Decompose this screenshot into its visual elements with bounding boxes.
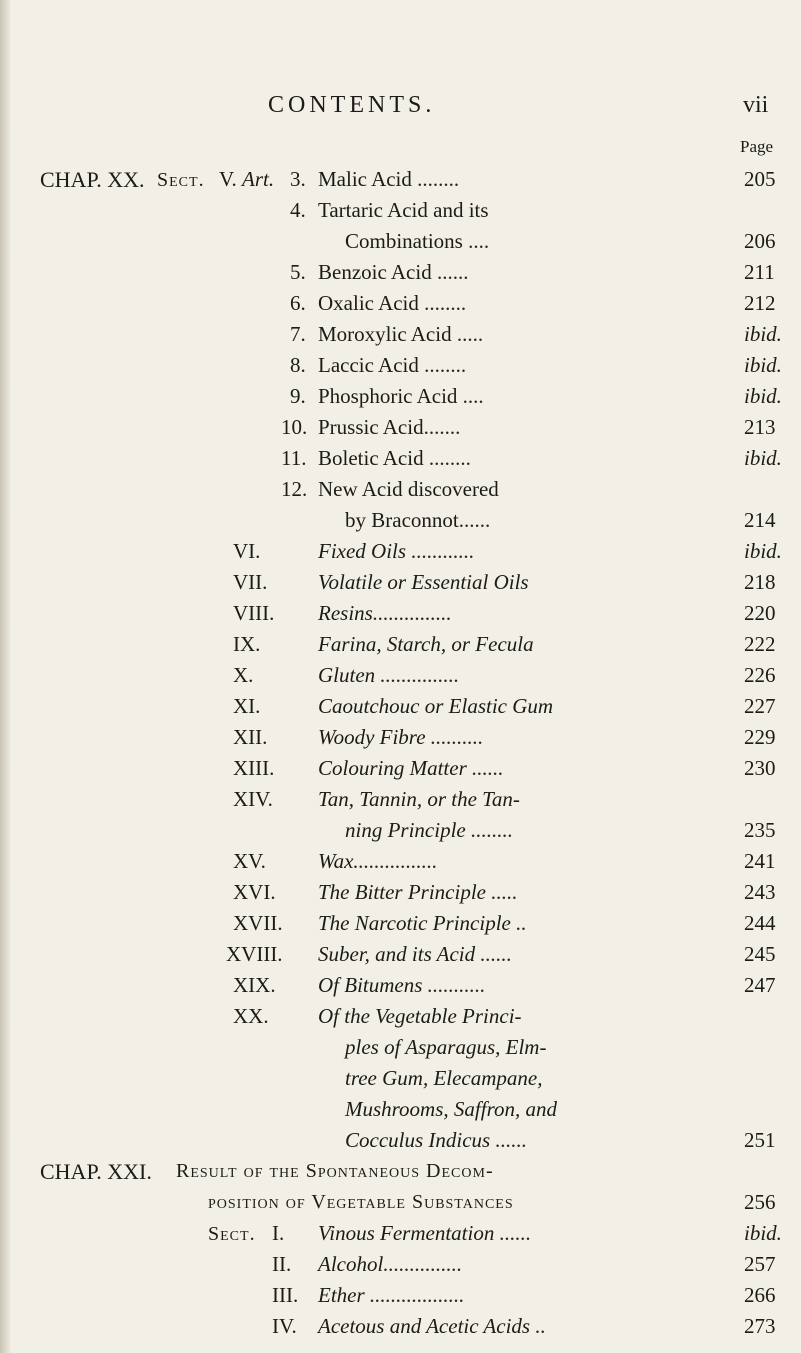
- toc-entry-page: 212: [744, 291, 776, 315]
- toc-section-page: 230: [744, 756, 776, 780]
- toc-section-title: Colouring Matter ......: [318, 756, 504, 780]
- toc-section-page: 247: [744, 973, 776, 997]
- toc-section-title: Caoutchouc or Elastic Gum: [318, 694, 554, 718]
- toc-section-number: XI.: [233, 694, 261, 718]
- chapter-xxi-page: 256: [744, 1190, 776, 1214]
- art-label: Art.: [242, 167, 275, 191]
- toc-section-title: Ether ..................: [318, 1283, 465, 1307]
- toc-section-number: XIV.: [233, 787, 273, 811]
- toc-entry-page: ibid.: [744, 384, 782, 408]
- sect-label: Sect.: [208, 1223, 256, 1245]
- toc-entry-title: New Acid discovered: [318, 477, 499, 501]
- toc-entry-number: 3.: [290, 167, 306, 191]
- toc-section-number: XVIII.: [226, 942, 283, 966]
- sect-label: Sect.: [157, 169, 205, 191]
- toc-entry-title-cont: by Braconnot......: [345, 508, 491, 532]
- toc-entry-page: ibid.: [744, 446, 782, 470]
- toc-section-number: XII.: [233, 725, 268, 749]
- toc-entry-title: Malic Acid ........: [318, 167, 460, 191]
- toc-section-title: Tan, Tannin, or the Tan-: [318, 787, 520, 811]
- toc-entry-number: 4.: [290, 198, 306, 222]
- toc-section-number: IV.: [272, 1314, 297, 1338]
- page-gutter-shadow: [0, 0, 10, 1353]
- toc-entry-number: 6.: [290, 291, 306, 315]
- toc-section-number: XVI.: [233, 880, 276, 904]
- toc-section-title-cont: ples of Asparagus, Elm-: [345, 1035, 547, 1059]
- toc-section-title: Of Bitumens ...........: [318, 973, 486, 997]
- toc-section-page: 257: [744, 1252, 776, 1276]
- toc-entry-title: Benzoic Acid ......: [318, 260, 469, 284]
- chapter-xx-label: CHAP. XX.: [40, 167, 145, 192]
- toc-section-title: The Bitter Principle .....: [318, 880, 518, 904]
- toc-section-title: Woody Fibre ..........: [318, 725, 484, 749]
- toc-section-page: ibid.: [744, 1221, 782, 1245]
- toc-section-title-cont: Mushrooms, Saffron, and: [345, 1097, 557, 1121]
- toc-entry-page: 214: [744, 508, 776, 532]
- toc-section-title-cont: Cocculus Indicus ......: [345, 1128, 527, 1152]
- toc-section-page: 235: [744, 818, 776, 842]
- toc-section-title: Of the Vegetable Princi-: [318, 1004, 522, 1028]
- toc-section-title: Acetous and Acetic Acids ..: [318, 1314, 546, 1338]
- toc-section-title: Gluten ...............: [318, 663, 460, 687]
- toc-entry-number: 10.: [281, 415, 308, 439]
- toc-entry-title: Moroxylic Acid .....: [318, 322, 484, 346]
- toc-entry-number: 8.: [290, 353, 306, 377]
- toc-entry-page: ibid.: [744, 353, 782, 377]
- toc-section-title: Suber, and its Acid ......: [318, 942, 512, 966]
- toc-section-page: 226: [744, 663, 776, 687]
- toc-section-page: 220: [744, 601, 776, 625]
- toc-section-title: Fixed Oils ............: [318, 539, 475, 563]
- sect-number: V.: [219, 167, 237, 191]
- toc-section-page: 245: [744, 942, 776, 966]
- toc-section-number: XX.: [233, 1004, 269, 1028]
- toc-section-title: Volatile or Essential Oils: [318, 570, 529, 594]
- chapter-xxi-label: CHAP. XXI.: [40, 1159, 152, 1184]
- toc-section-page: 244: [744, 911, 776, 935]
- toc-entry-page: 205: [744, 167, 776, 191]
- toc-entry-title: Phosphoric Acid ....: [318, 384, 484, 408]
- toc-section-number: VIII.: [233, 601, 275, 625]
- toc-section-title: Vinous Fermentation ......: [318, 1221, 532, 1245]
- chapter-xxi-title-cont: position of Vegetable Substances: [208, 1191, 514, 1213]
- page-header-number: vii: [743, 92, 769, 118]
- toc-entry-page: ibid.: [744, 322, 782, 346]
- toc-section-title: Farina, Starch, or Fecula: [318, 632, 534, 656]
- toc-entry-title: Prussic Acid.......: [318, 415, 461, 439]
- toc-entry-page: 206: [744, 229, 776, 253]
- toc-entry-title: Oxalic Acid ........: [318, 291, 467, 315]
- toc-section-title: Wax................: [318, 849, 438, 873]
- toc-section-number: I.: [272, 1221, 285, 1245]
- toc-section-page: 273: [744, 1314, 776, 1338]
- toc-section-number: X.: [233, 663, 254, 687]
- toc-entry-number: 11.: [281, 446, 307, 470]
- toc-section-title: Resins...............: [318, 601, 452, 625]
- toc-entry-title: Laccic Acid ........: [318, 353, 467, 377]
- toc-section-page: 218: [744, 570, 776, 594]
- toc-section-number: VII.: [233, 570, 268, 594]
- toc-section-number: XIII.: [233, 756, 275, 780]
- toc-entry-number: 12.: [281, 477, 308, 501]
- toc-section-page: 251: [744, 1128, 776, 1152]
- toc-entry-title: Boletic Acid ........: [318, 446, 471, 470]
- toc-section-title-cont: tree Gum, Elecampane,: [345, 1066, 543, 1090]
- toc-entry-page: 213: [744, 415, 776, 439]
- toc-section-number: VI.: [233, 539, 261, 563]
- toc-entry-number: 7.: [290, 322, 306, 346]
- toc-section-number: XV.: [233, 849, 266, 873]
- chapter-xxi-title: Result of the Spontaneous Decom-: [176, 1160, 494, 1182]
- toc-section-page: 241: [744, 849, 776, 873]
- toc-section-number: IX.: [233, 632, 261, 656]
- toc-section-title-cont: ning Principle ........: [345, 818, 513, 842]
- toc-entry-number: 9.: [290, 384, 306, 408]
- toc-entry-title-cont: Combinations ....: [345, 229, 490, 253]
- toc-entry-title: Tartaric Acid and its: [318, 198, 489, 222]
- toc-section-page: 227: [744, 694, 776, 718]
- toc-section-page: 222: [744, 632, 776, 656]
- toc-section-page: 243: [744, 880, 776, 904]
- toc-section-number: XVII.: [233, 911, 283, 935]
- toc-section-number: III.: [272, 1283, 299, 1307]
- toc-section-title: Alcohol...............: [318, 1252, 463, 1276]
- toc-section-page: 266: [744, 1283, 776, 1307]
- page-header-title: CONTENTS.: [268, 92, 436, 118]
- toc-section-page: 229: [744, 725, 776, 749]
- page-column-label: Page: [740, 137, 774, 156]
- toc-entry-number: 5.: [290, 260, 306, 284]
- toc-entry-page: 211: [744, 260, 775, 284]
- toc-section-title: The Narcotic Principle ..: [318, 911, 527, 935]
- toc-section-page: ibid.: [744, 539, 782, 563]
- toc-section-number: II.: [272, 1252, 292, 1276]
- toc-section-number: XIX.: [233, 973, 276, 997]
